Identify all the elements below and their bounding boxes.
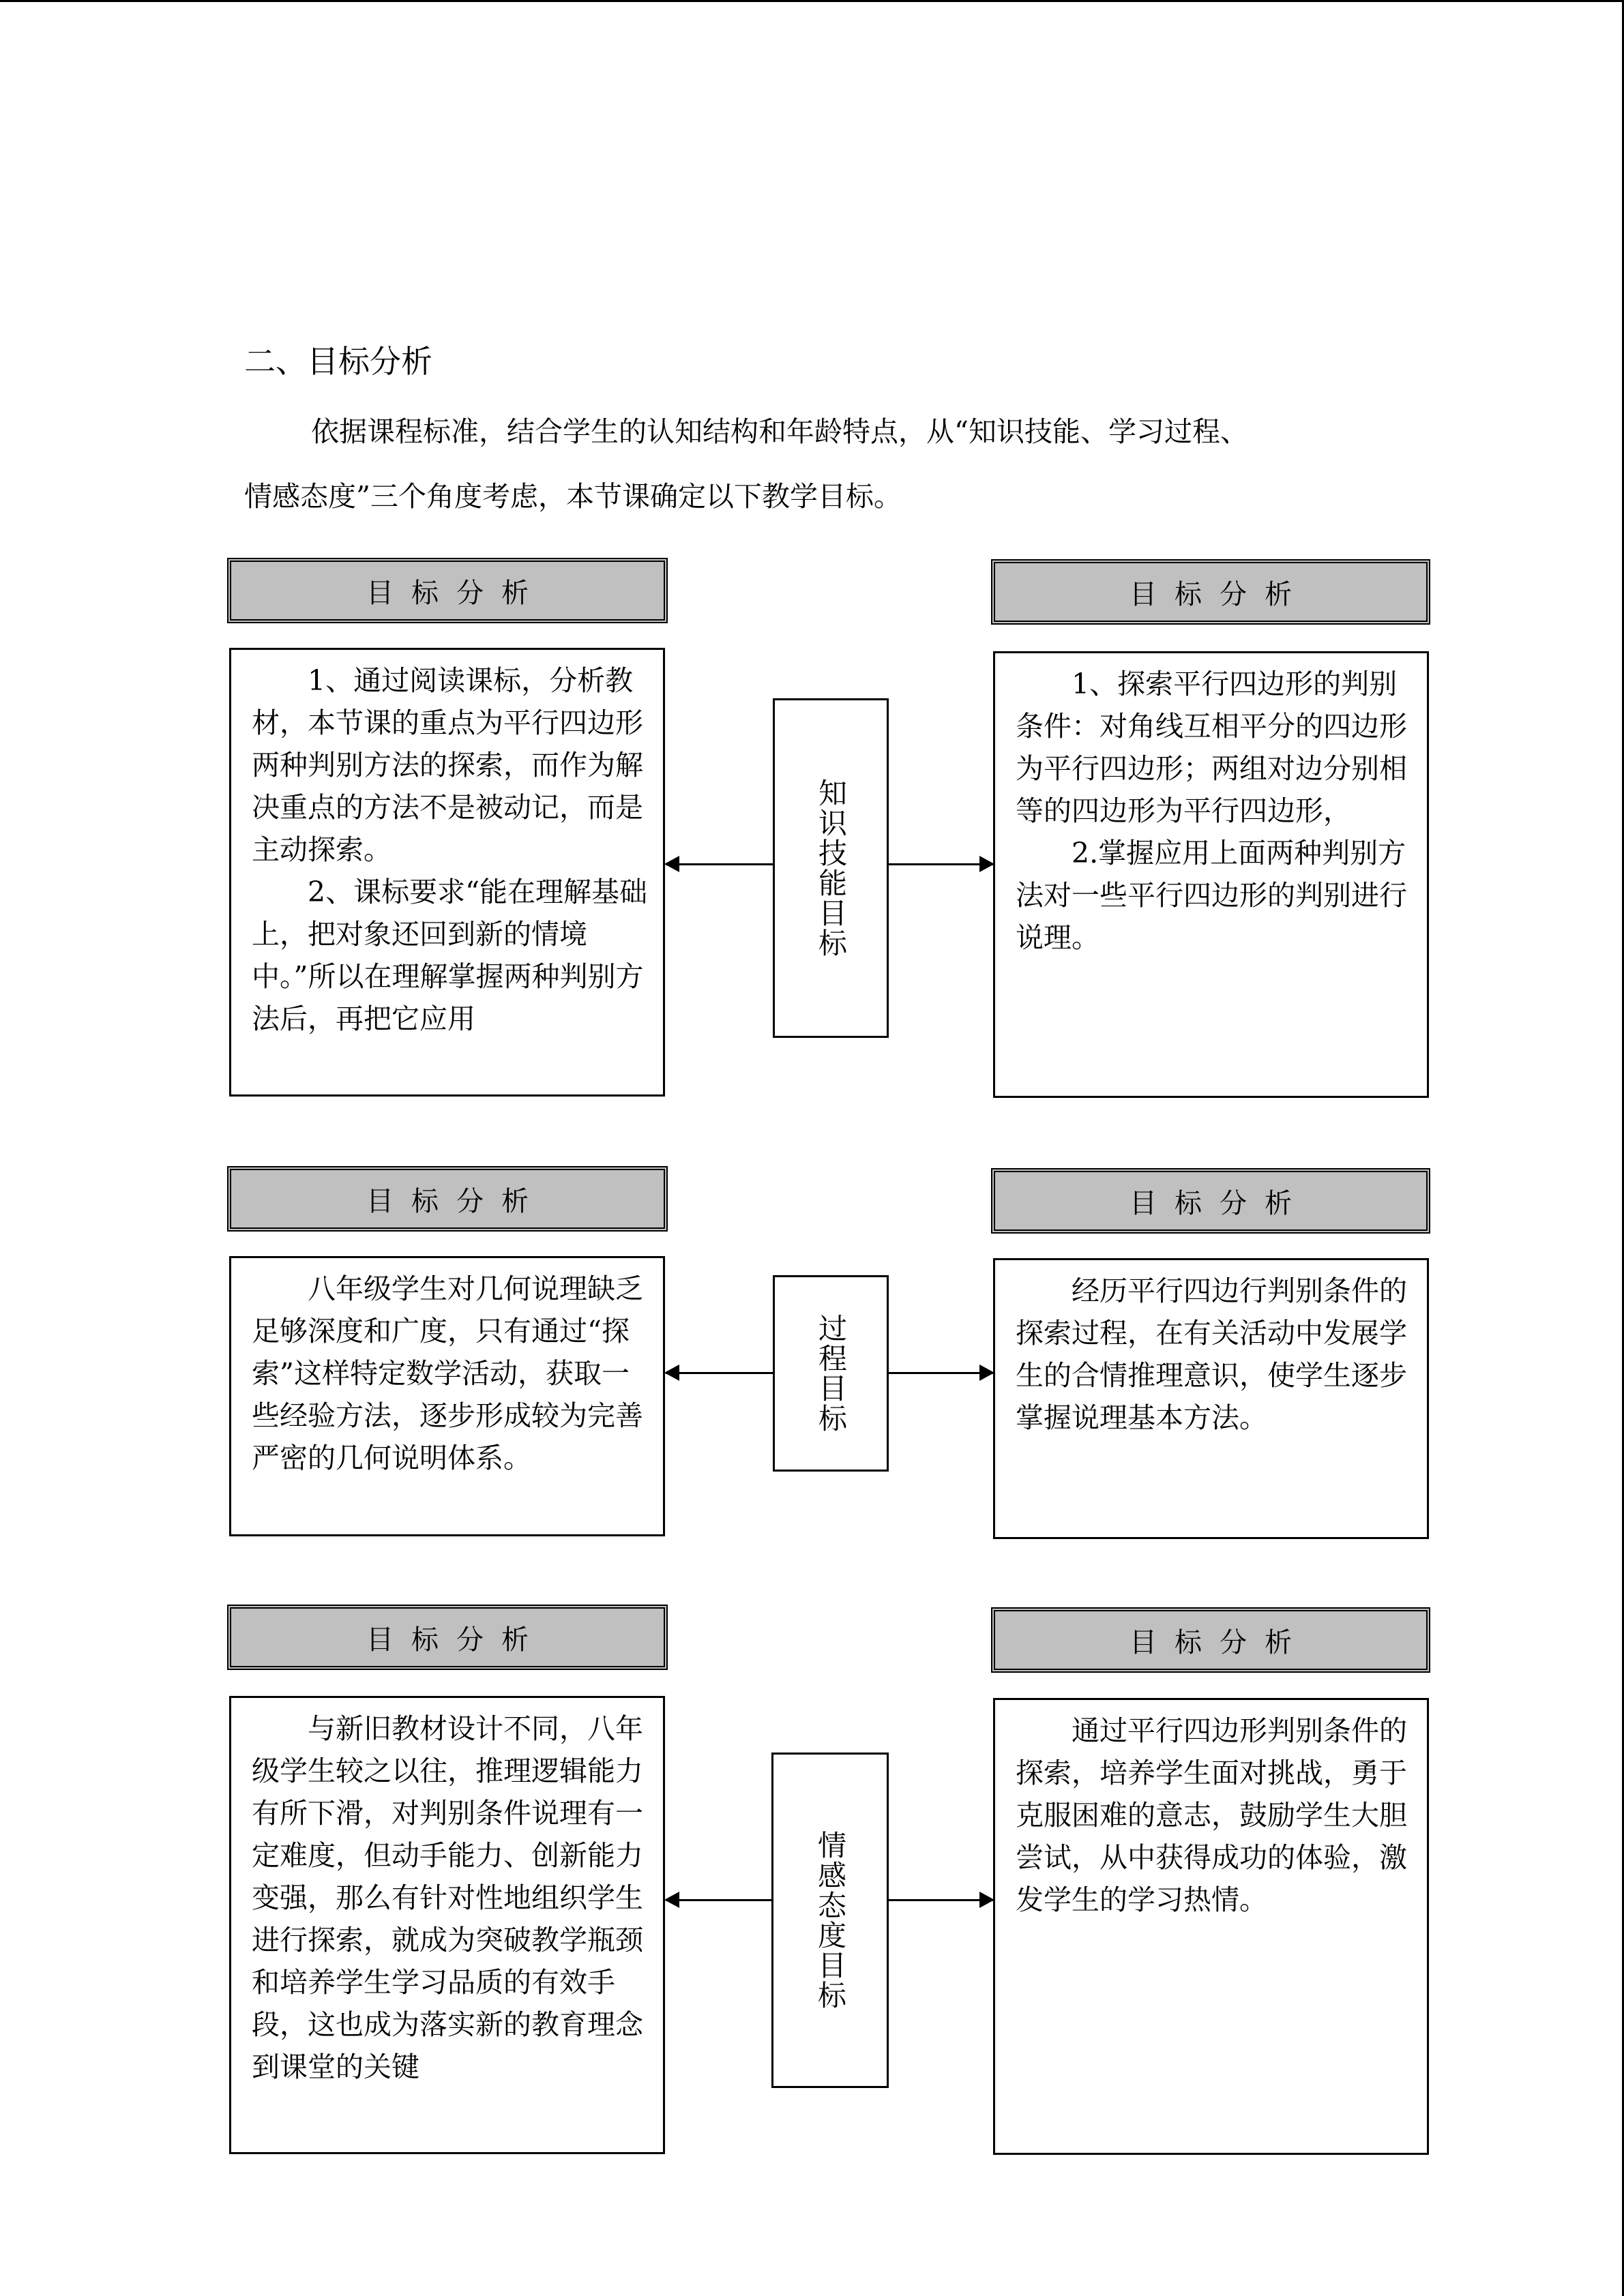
header-label: 目标分析: [1130, 578, 1310, 610]
intro-line-2: 情感态度”三个角度考虑，本节课确定以下教学目标。: [244, 480, 902, 513]
arrow-right-row1: [889, 863, 993, 865]
paragraph: 通过平行四边形判别条件的探索，培养学生面对挑战，勇于克服困难的意志，鼓励学生大胆尝试，从中获得成功的体验，激发学生的学习热情。: [1016, 1714, 1407, 1916]
arrow-left-row1: [666, 863, 773, 865]
intro-line-1: 依据课程标准，结合学生的认知结构和年龄特点，从“知识技能、学习过程、: [311, 415, 1248, 448]
top-border: [0, 0, 1624, 2]
header-label: 目标分析: [366, 1624, 546, 1656]
center-label-text: 过程目标: [814, 1313, 848, 1433]
arrow-right-row2: [889, 1372, 993, 1374]
center-label-text: 情感态度目标: [814, 1830, 847, 2010]
center-label-process: [773, 1275, 889, 1472]
right-panel-row1: [993, 651, 1429, 1098]
header-left-row1: [227, 558, 668, 623]
paragraph: 2.掌握应用上面两种判别方法对一些平行四边形的判别进行说理。: [1016, 837, 1407, 954]
paragraph: 经历平行四边行判别条件的探索过程，在有关活动中发展学生的合情推理意识，使学生逐步掌握说理基本方法。: [1016, 1274, 1407, 1434]
paragraph: 八年级学生对几何说理缺乏足够深度和广度，只有通过“探索”这样特定数学活动，获取一些经验方法，逐步形成较为完善严密的几何说明体系。: [252, 1272, 643, 1474]
paragraph: 2、课标要求“能在理解基础上，把对象还回到新的情境中。”所以在理解掌握两种判别方法后，再把它应用: [252, 876, 648, 1035]
arrow-right-row3: [889, 1899, 993, 1901]
header-label: 目标分析: [1130, 1187, 1310, 1219]
center-label-attitude: [771, 1753, 889, 2088]
header-right-row1: [991, 559, 1430, 625]
paragraph: 1、探索平行四边形的判别条件：对角线互相平分的四边形为平行四边形；两组对边分别相等的四边形为平行四边形，: [1016, 668, 1407, 827]
header-right-row2: [991, 1168, 1430, 1234]
paragraph: 1、通过阅读课标，分析教材，本节课的重点为平行四边形两种判别方法的探索，而作为解决重点的方法不是被动记，而是主动探索。: [252, 664, 643, 866]
arrow-left-row2: [666, 1372, 773, 1374]
header-left-row3: [227, 1605, 668, 1670]
left-panel-row3: [229, 1696, 665, 2154]
center-label-text: 知识技能目标: [814, 778, 848, 958]
header-label: 目标分析: [366, 577, 546, 609]
right-panel-row2: [993, 1258, 1429, 1539]
right-panel-row3: [993, 1698, 1429, 2155]
center-label-knowledge: [773, 698, 889, 1038]
section-title: 二、目标分析: [244, 343, 432, 380]
header-left-row2: [227, 1166, 668, 1232]
left-panel-row2: [229, 1256, 665, 1536]
header-right-row3: [991, 1607, 1430, 1673]
arrow-left-row3: [666, 1899, 771, 1901]
left-panel-row1: [229, 648, 665, 1097]
paragraph: 与新旧教材设计不同，八年级学生较之以往，推理逻辑能力有所下滑，对判别条件说理有一定难度，但动手能力、创新能力变强，那么有针对性地组织学生进行探索，就成为突破教学瓶颈和培养学生学习品质的有效手段，这也成为落实新的教育理念到课堂的关键: [252, 1712, 643, 2083]
header-label: 目标分析: [1130, 1626, 1310, 1658]
header-label: 目标分析: [366, 1185, 546, 1217]
